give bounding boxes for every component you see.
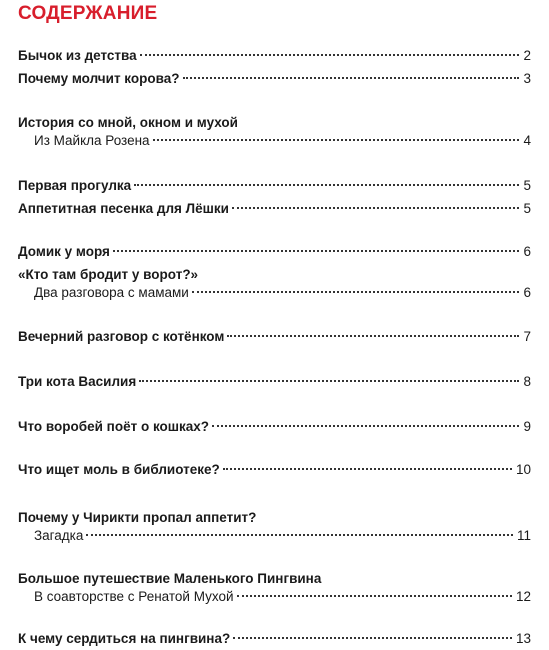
toc-entry-page: 5: [523, 201, 531, 216]
dot-leader: [237, 595, 512, 597]
toc-entry-title: Почему у Чирикти пропал аппетит?: [18, 510, 257, 525]
dot-leader: [233, 637, 512, 639]
toc-line: [18, 630, 531, 648]
toc-heading: СОДЕРЖАНИЕ: [18, 3, 158, 24]
toc-line: [18, 243, 531, 261]
toc-entry-page: 5: [523, 178, 531, 193]
toc-entry: [18, 570, 531, 606]
toc-entry-page: 13: [515, 631, 531, 646]
toc-entry-title: Первая прогулка: [18, 178, 132, 193]
toc-entry-page: 10: [515, 462, 531, 477]
toc-entry-title: Вечерний разговор с котёнком: [18, 329, 225, 344]
toc-entry-page: 6: [523, 244, 531, 259]
toc-subline: [18, 284, 531, 302]
toc-entry: [18, 266, 531, 302]
toc-subline: [18, 527, 531, 545]
toc-entry-title: Домик у моря: [18, 244, 110, 259]
toc-entry: [18, 328, 531, 346]
toc-line: [18, 47, 531, 65]
toc-line: [18, 509, 531, 527]
toc-entry: [18, 114, 531, 150]
toc-entry-page: 4: [523, 133, 531, 148]
dot-leader: [86, 534, 513, 536]
toc-entry: [18, 47, 531, 65]
toc-entry: [18, 200, 531, 218]
toc-entry: [18, 509, 531, 545]
toc-entry: [18, 177, 531, 195]
toc-entry-page: 9: [523, 419, 531, 434]
toc-entry-title: К чему сердиться на пингвина?: [18, 631, 231, 646]
toc-entry: [18, 461, 531, 479]
toc-line: [18, 373, 531, 391]
toc-subline: [18, 132, 531, 150]
toc-entry-title: Три кота Василия: [18, 374, 137, 389]
toc-entry-title: Большое путешествие Маленького Пингвина: [18, 571, 322, 586]
toc-line: [18, 70, 531, 88]
toc-entry-title: Что воробей поёт о кошках?: [18, 419, 210, 434]
toc-line: [18, 461, 531, 479]
toc-line: [18, 177, 531, 195]
toc-entry-subtitle: Два разговора с мамами: [34, 285, 189, 300]
toc-subline: [18, 588, 531, 606]
toc-line: [18, 114, 531, 132]
toc-entry-page: 2: [523, 48, 531, 63]
toc-line: [18, 570, 531, 588]
toc-entry: [18, 243, 531, 261]
dot-leader: [212, 425, 519, 427]
toc-line: [18, 200, 531, 218]
toc-line: [18, 418, 531, 436]
dot-leader: [223, 468, 512, 470]
toc-entry: [18, 70, 531, 88]
toc-entry-page: 6: [523, 285, 531, 300]
toc-entry: [18, 418, 531, 436]
toc-entry-page: 8: [523, 374, 531, 389]
toc-entry-title: Почему молчит корова?: [18, 71, 180, 86]
toc-entry-title: История со мной, окном и мухой: [18, 115, 238, 130]
toc-entry-page: 7: [523, 329, 531, 344]
toc-line: [18, 266, 531, 284]
toc-entry-page: 12: [515, 589, 531, 604]
toc-entry-title: Что ищет моль в библиотеке?: [18, 462, 220, 477]
toc-entry-subtitle: Загадка: [34, 528, 84, 543]
dot-leader: [192, 291, 520, 293]
dot-leader: [153, 139, 520, 141]
dot-leader: [113, 250, 520, 252]
dot-leader: [183, 77, 520, 79]
dot-leader: [227, 335, 519, 337]
toc-entry-page: 3: [523, 71, 531, 86]
toc-entry-title: Аппетитная песенка для Лёшки: [18, 201, 229, 216]
toc-entry: [18, 630, 531, 648]
dot-leader: [134, 184, 519, 186]
dot-leader: [232, 207, 520, 209]
toc-entry-title: Бычок из детства: [18, 48, 137, 63]
toc-entry-subtitle: Из Майкла Розена: [34, 133, 150, 148]
toc-entry-subtitle: В соавторстве с Ренатой Мухой: [34, 589, 234, 604]
toc-entry-title: «Кто там бродит у ворот?»: [18, 267, 199, 282]
dot-leader: [139, 380, 519, 382]
toc-line: [18, 328, 531, 346]
dot-leader: [140, 54, 520, 56]
toc-entry: [18, 373, 531, 391]
toc-entry-page: 11: [516, 528, 531, 543]
